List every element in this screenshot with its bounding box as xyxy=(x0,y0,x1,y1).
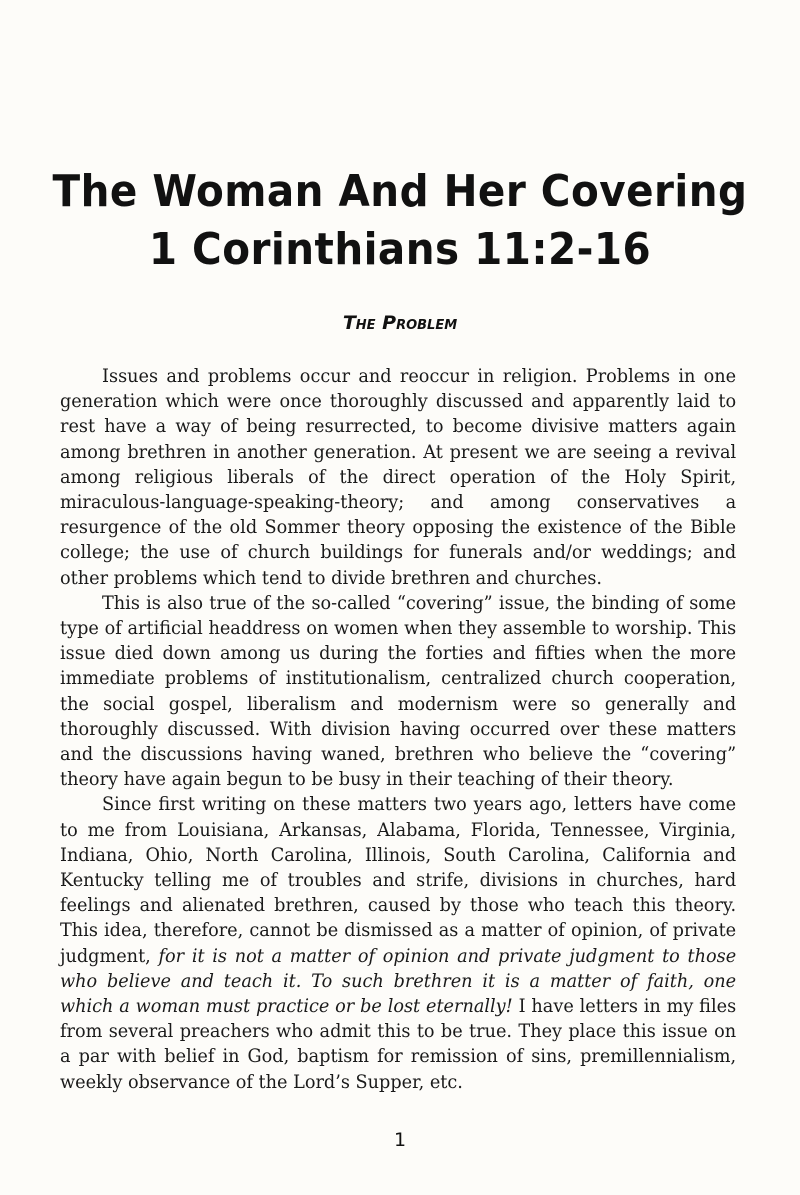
section-heading: The Problem xyxy=(342,312,458,334)
paragraph-2: This is also true of the so-called “covering” issue, the binding of some type of artificial headdress on women when they assemble to worship. This issue died down among us during the forties and fifties when the more immediate problems of institutionalism, centralized church cooperation, the social gospel, liberalism and modernism were so generally and thoroughly discussed. With division having occurred over these matters and the discussions having waned, brethren who believe the “covering” theory have again begun to be busy in their teaching of their theory. xyxy=(60,592,737,791)
chapter-title-line-2: 1 Corinthians 11:2-16 xyxy=(148,224,652,275)
chapter-title xyxy=(32,163,768,279)
page-number: 1 xyxy=(393,1129,407,1151)
paragraph-3-text-a: Since first writing on these matters two years ago, letters have come to me from Louisiana, Arkansas, Alabama, Florida, Tennessee, Virginia, Indiana, Ohio, North Carolina, Illinois, South Carolina, California and Kentucky telling me of troubles and strife, divisions in churches, hard feelings and alienated brethren, caused by those who teach this theory. This idea, therefore, cannot be dismissed as a matter of opinion, of private judgment, xyxy=(60,794,737,967)
paragraph-3-text-b: I have letters in my files from several preachers who admit this to be true. They place this issue on a par with belief in God, baptism for remission of sins, premillennialism, weekly observance of the Lord’s Supper, etc. xyxy=(60,996,737,1093)
paragraph-3 xyxy=(60,792,736,1094)
body-text xyxy=(60,364,736,1095)
paragraph-3-italic: for it is not a matter of opinion and private judgment to those who believe and teach it. To such brethren it is a matter of faith, one which a woman must practice or be lost eternally! xyxy=(60,945,737,1018)
chapter-title-line-1: The Woman And Her Covering xyxy=(52,166,748,217)
paragraph-1: Issues and problems occur and reoccur in religion. Problems in one generation which were once thoroughly discussed and apparently laid to rest have a way of being resurrected, to become divisive matters again among brethren in another generation. At present we are seeing a revival among religious liberals of the direct operation of the Holy Spirit, miraculous-language-speaking-theory; and among conservatives a resurgence of the old Sommer theory opposing the existence of the Bible college; the use of church buildings for funerals and/or weddings; and other problems which tend to divide brethren and churches. xyxy=(60,366,737,589)
